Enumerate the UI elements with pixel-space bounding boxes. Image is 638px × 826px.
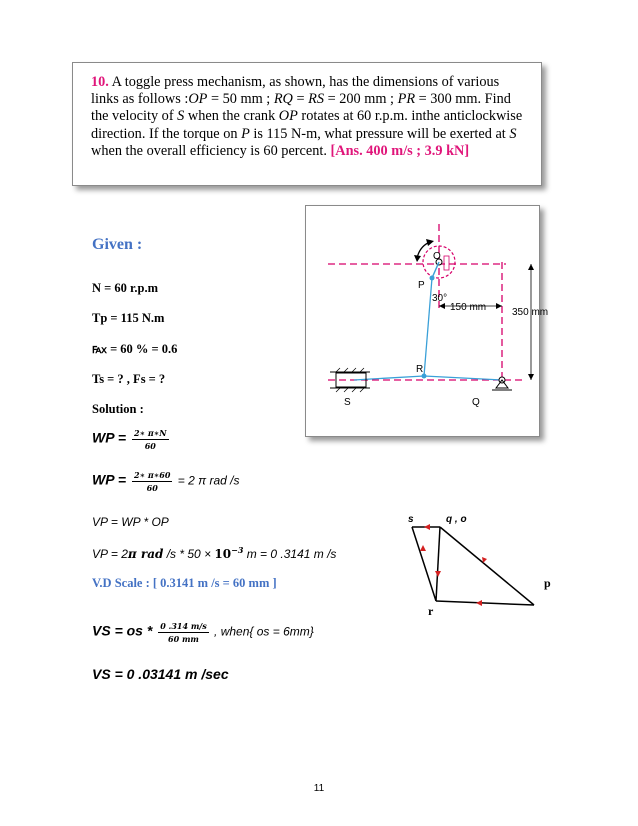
velocity-diagram — [400, 505, 560, 617]
wp-value: WP = $\frac{2∗ \pi∗60}{60}$ = 2 π rad /s — [92, 470, 240, 493]
torque-line: Tp = 115 N.m — [92, 311, 165, 325]
label-r: R — [416, 364, 424, 375]
vs-fraction: $\frac{0 .314 m/s}{60 mm}$ — [160, 621, 207, 644]
scale-line: V.D Scale : [ 0.3141 m /s = 60 mm ] — [92, 576, 277, 590]
dimension-150: 150 mm — [450, 302, 487, 313]
problem-box — [72, 62, 542, 186]
problem-statement: 10. A toggle press mechanism, as shown, has the dimensions of various links as follows :OP = 50 mm ; RQ = RS = 200 mm ; PR = 300 mm. Find the velocity of S when the crank OP rotates at 60 r.p.m. inthe anticlockwise direction. If the torque on P is 115 N-m, what pressure will be exerted at S when the overall efficiency is 60 percent. [Ans. 400 m/s ; 3.9 kN] — [91, 74, 523, 159]
label-s: S — [344, 397, 351, 408]
problem-number: 10. — [91, 74, 109, 90]
rpm-line: N = 60 r.p.m — [92, 281, 159, 295]
page-number: 11 — [313, 783, 325, 794]
answer: [Ans. 400 m/s ; 3.9 kN] — [330, 142, 470, 159]
wp-formula: WP = $\frac{2∗ \pi∗N}{60}$ — [92, 428, 167, 451]
unknowns-line: Ts = ? , Fs = ? — [92, 372, 166, 386]
wp-fraction: $\frac{2∗ \pi∗N}{60}$ — [134, 428, 167, 451]
vd-label-r: r — [428, 604, 434, 618]
angle-label: 30° — [432, 293, 448, 304]
vd-label-s: s — [408, 514, 414, 525]
solution-label: Solution : — [92, 402, 144, 416]
label-q: Q — [472, 397, 480, 408]
wp-value-fraction: $\frac{2∗ \pi∗60}{60}$ — [134, 470, 171, 493]
given-heading: Given : — [92, 236, 143, 253]
dimension-350: 350 mm — [512, 307, 549, 318]
vp-value: VP = 2π rad $/s * 50 \times 10^{-3}$ m = 0 .3141 m /s — [92, 545, 337, 561]
label-p: P — [418, 280, 425, 291]
label-o: O — [433, 251, 441, 262]
vs-result: VS = 0 .03141 m /sec — [92, 666, 229, 682]
efficiency-symbol: ℻ — [92, 342, 107, 356]
efficiency-line: ℻ = 60 % = 0.6 — [92, 342, 178, 356]
vd-label-qo: q , o — [446, 514, 467, 525]
mechanism-drawing — [306, 206, 549, 436]
mechanism-figure — [305, 205, 549, 437]
vd-label-p: p — [544, 576, 551, 590]
vs-formula: VS = os * $\frac{0 .314 m/s}{60 mm}$ , when{ os = 6mm} — [92, 621, 314, 644]
vp-formula: VP = WP * OP — [92, 515, 169, 529]
